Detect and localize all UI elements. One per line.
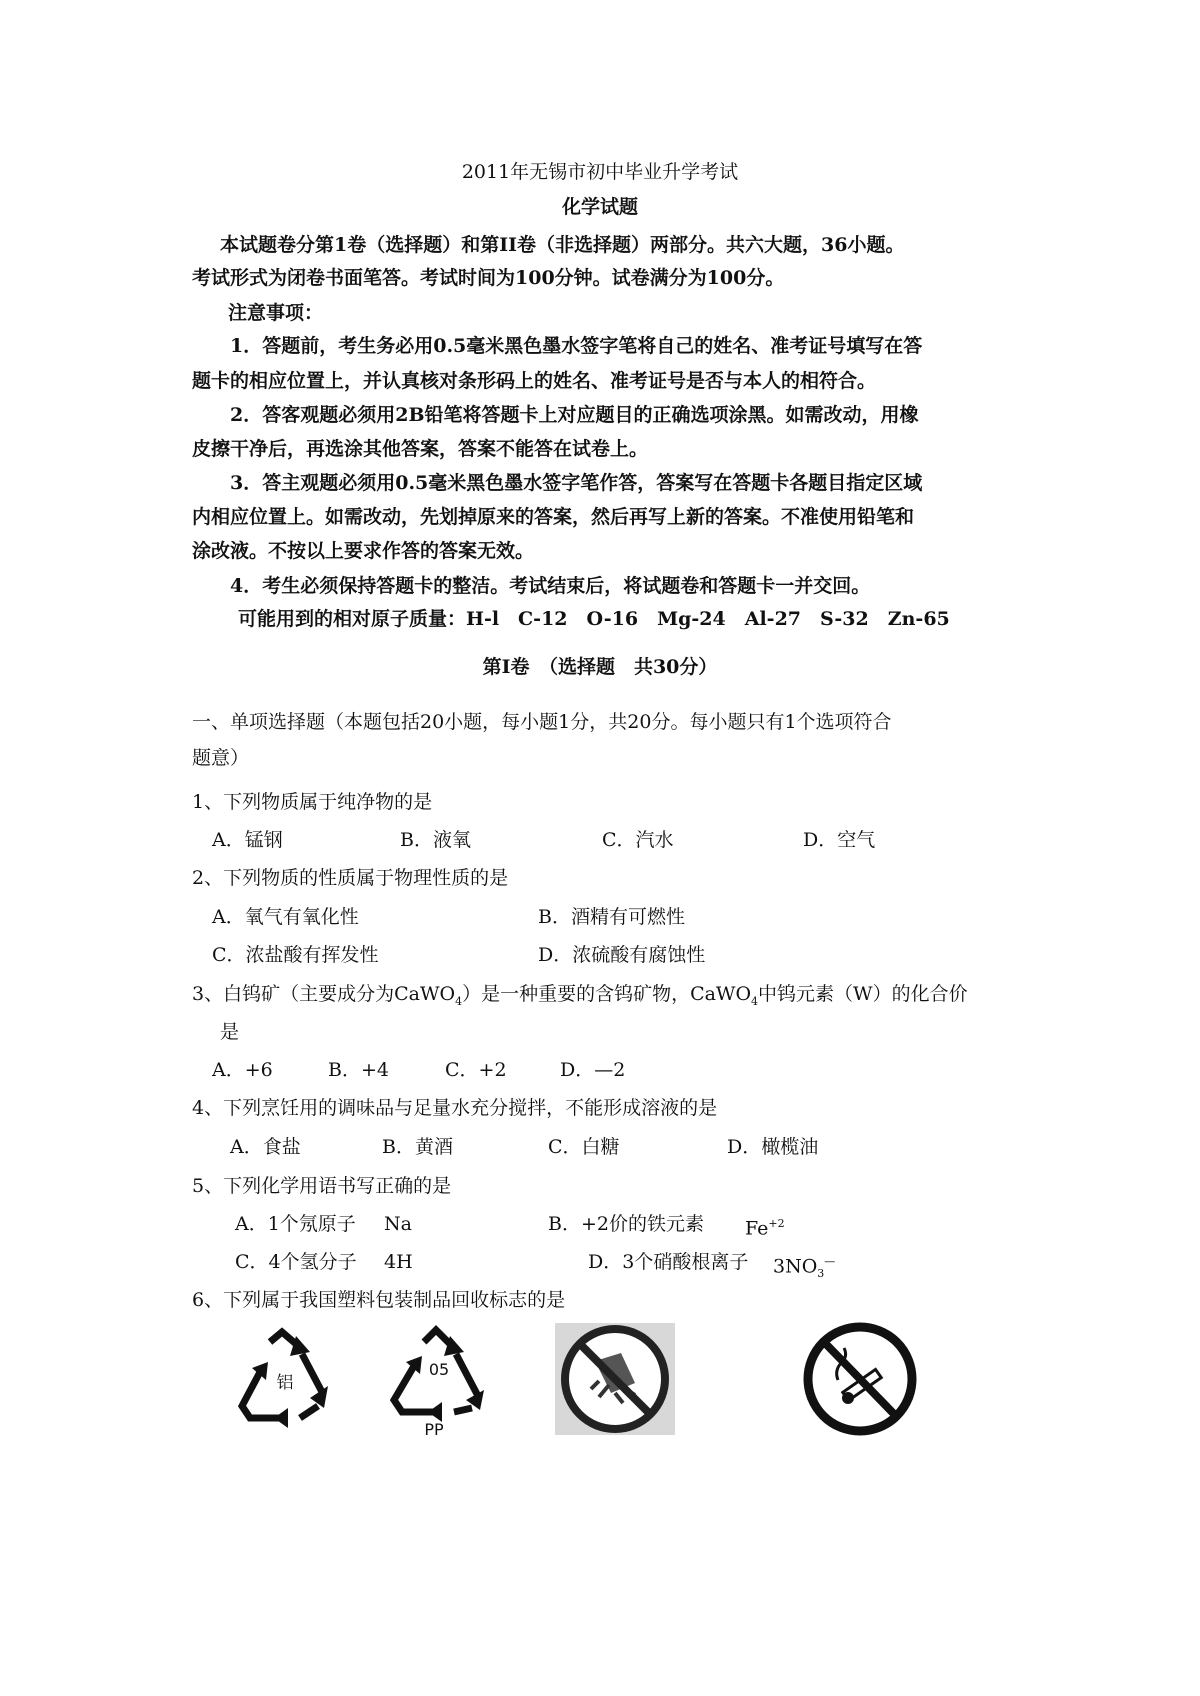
q5-d-subscript: 3 (817, 1267, 825, 1281)
recycle-symbol-caption: PP (424, 1420, 444, 1439)
q3-stem-part-c: 中钨元素（W）的化合价 (758, 983, 968, 1005)
recycle-triangle-icon (230, 1322, 340, 1430)
q5-stem: 5、下列化学用语书写正确的是 (192, 1175, 452, 1197)
q3-subscript-2: 4 (751, 994, 759, 1008)
q2-option-c: C．浓盐酸有挥发性 (212, 944, 379, 966)
notice-item-2b: 皮擦干净后，再选涂其他答案，答案不能答在试卷上。 (192, 438, 649, 460)
q1-option-c: C．汽水 (602, 829, 674, 851)
q3-option-a: A．+6 (212, 1059, 273, 1081)
section-title: 第I卷 （选择题 共30分） (482, 656, 718, 678)
notice-item-1b: 题卡的相应位置上，并认真核对条形码上的姓名、准考证号是否与本人的相符合。 (192, 370, 877, 392)
section-instructions-a: 一、单项选择题（本题包括20小题，每小题1分，共20分。每小题只有1个选项符合 (192, 711, 892, 733)
no-smoking-icon (798, 1320, 922, 1438)
exam-subtitle: 化学试题 (561, 196, 638, 218)
q4-option-d: D．橄榄油 (727, 1136, 819, 1158)
q1-option-d: D．空气 (803, 829, 876, 851)
q4-option-a: A．食盐 (230, 1136, 301, 1158)
intro-line-2: 考试形式为闭卷书面笔答。考试时间为100分钟。试卷满分为100分。 (192, 267, 785, 289)
q5-b-superscript: +2 (768, 1217, 785, 1230)
atomic-mass-line: 可能用到的相对原子质量：H-l C-12 O-16 Mg-24 Al-27 S-32 Zn-65 (238, 608, 950, 630)
q3-stem-continued: 是 (220, 1021, 240, 1043)
notice-item-1a: 1．答题前，考生务必用0.5毫米黑色墨水签字笔将自己的姓名、准考证号填写在答 (230, 335, 923, 357)
q5-d-superscript: — (824, 1255, 836, 1268)
q5-d-formula-text: 3NO (773, 1255, 818, 1278)
q3-option-d: D．—2 (560, 1059, 626, 1081)
q5-option-d-formula (773, 1250, 835, 1286)
q2-stem: 2、下列物质的性质属于物理性质的是 (192, 867, 509, 889)
q1-option-a: A．锰钢 (212, 829, 283, 851)
q4-option-b: B．黄酒 (382, 1136, 453, 1158)
q6-stem: 6、下列属于我国塑料包装制品回收标志的是 (192, 1289, 566, 1311)
q3-subscript-1: 4 (455, 994, 463, 1008)
q5-option-b: B．+2价的铁元素 (548, 1213, 704, 1235)
notice-item-3c: 涂改液。不按以上要求作答的答案无效。 (192, 540, 535, 562)
q3-stem-part-a: 3、白钨矿（主要成分为CaWO (192, 983, 456, 1005)
q1-option-b: B．液氧 (400, 829, 471, 851)
q5-option-d: D．3个硝酸根离子 (588, 1251, 749, 1273)
intro-line-1: 本试题卷分第1卷（选择题）和第II卷（非选择题）两部分。共六大题，36小题。 (220, 234, 905, 256)
q1-stem: 1、下列物质属于纯净物的是 (192, 791, 433, 813)
section-instructions-b: 题意） (192, 747, 250, 769)
q3-option-c: C．+2 (445, 1059, 507, 1081)
q5-option-a: A．1个氖原子 (235, 1213, 356, 1235)
recycle-triangle-pp-icon (384, 1322, 494, 1440)
notice-heading: 注意事项： (228, 302, 324, 324)
q5-option-a-formula: Na (384, 1213, 412, 1235)
exam-title: 2011年无锡市初中毕业升学考试 (461, 161, 739, 183)
q5-option-b-formula (745, 1212, 785, 1240)
q4-option-c: C．白糖 (548, 1136, 620, 1158)
q3-stem (192, 982, 968, 1014)
notice-item-3b: 内相应位置上。如需改动，先划掉原来的答案，然后再写上新的答案。不准使用铅笔和 (192, 506, 915, 528)
q2-option-b: B．酒精有可燃性 (538, 906, 685, 928)
recycle-symbol-text-2: 05 (428, 1360, 450, 1379)
q5-option-c: C．4个氢分子 (235, 1251, 357, 1273)
notice-item-4: 4．考生必须保持答题卡的整洁。考试结束后，将试题卷和答题卡一并交回。 (230, 575, 871, 597)
no-littering-icon (555, 1323, 675, 1435)
q3-stem-part-b: ）是一种重要的含钨矿物，CaWO (462, 983, 752, 1005)
q4-stem: 4、下列烹饪用的调味品与足量水充分搅拌，不能形成溶液的是 (192, 1097, 718, 1119)
notice-item-3a: 3．答主观题必须用0.5毫米黑色墨水签字笔作答，答案写在答题卡各题目指定区域 (230, 472, 923, 494)
q5-b-formula-text: Fe (745, 1217, 769, 1240)
recycle-symbol-text-1: 铝 (276, 1373, 294, 1393)
notice-item-2a: 2．答客观题必须用2B铅笔将答题卡上对应题目的正确选项涂黑。如需改动，用橡 (230, 404, 919, 426)
q5-option-c-formula: 4H (384, 1251, 413, 1273)
q2-option-d: D．浓硫酸有腐蚀性 (538, 944, 706, 966)
q3-option-b: B．+4 (328, 1059, 389, 1081)
q2-option-a: A．氧气有氧化性 (212, 906, 359, 928)
